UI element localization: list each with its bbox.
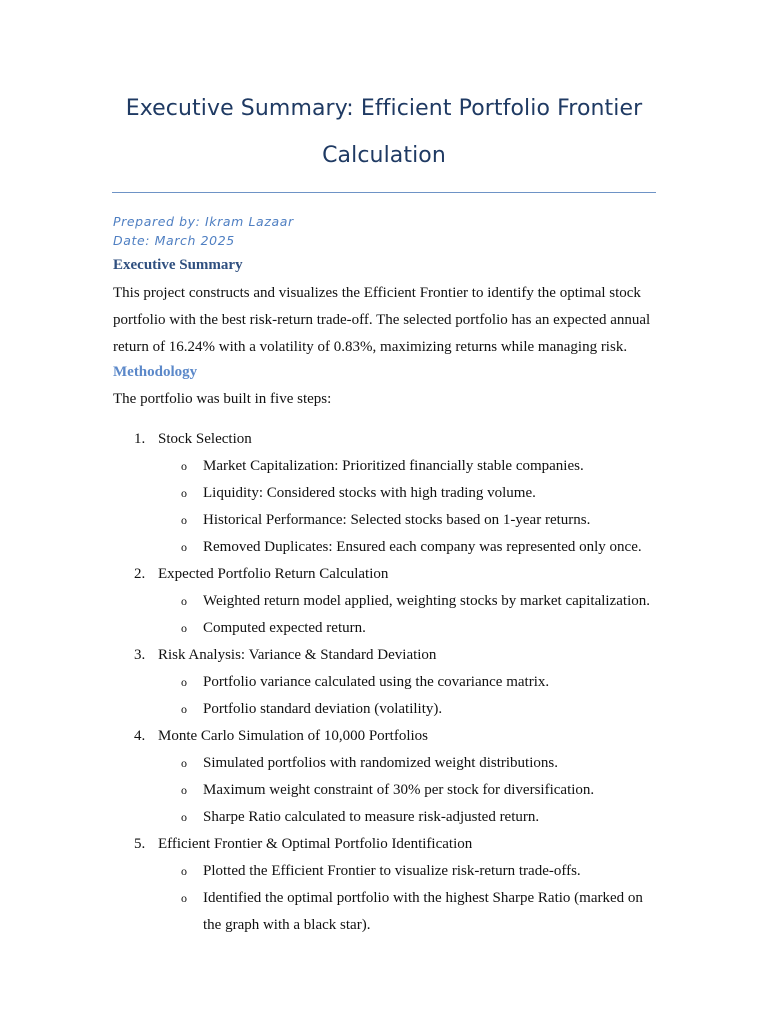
sub-bullet-text: Computed expected return. — [203, 620, 366, 636]
sub-bullet-item — [0, 507, 768, 534]
sub-bullet-text: Liquidity: Considered stocks with high trading volume. — [203, 485, 536, 501]
title-line-2: Calculation — [322, 143, 446, 168]
step-item — [0, 723, 768, 750]
step-label: Risk Analysis: Variance & Standard Deviation — [158, 647, 437, 663]
circle-bullet-icon: o — [181, 594, 187, 608]
sub-bullet-text: Portfolio standard deviation (volatility). — [203, 701, 443, 717]
document-meta — [113, 212, 294, 250]
sub-bullet-item — [0, 804, 768, 831]
step-label: Expected Portfolio Return Calculation — [158, 566, 389, 582]
sub-bullet-text: Weighted return model applied, weighting stocks by market capitalization. — [203, 593, 650, 609]
sub-bullet-text: Historical Performance: Selected stocks based on 1-year returns. — [203, 512, 591, 528]
step-number: 1. — [134, 431, 146, 447]
sub-bullet-item — [0, 669, 768, 696]
circle-bullet-icon: o — [181, 702, 187, 716]
circle-bullet-icon: o — [181, 864, 187, 878]
methodology-heading: Methodology — [113, 364, 198, 380]
circle-bullet-icon: o — [181, 756, 187, 770]
step-number: 3. — [134, 647, 146, 663]
step-label: Monte Carlo Simulation of 10,000 Portfolios — [158, 728, 428, 744]
sub-bullet-text: Sharpe Ratio calculated to measure risk-adjusted return. — [203, 809, 540, 825]
sub-bullet-item — [0, 615, 768, 642]
circle-bullet-icon: o — [181, 891, 187, 905]
step-number: 4. — [134, 728, 146, 744]
document-date: Date: March 2025 — [113, 233, 235, 248]
step-label: Stock Selection — [158, 431, 252, 447]
sub-bullet-item — [0, 588, 768, 615]
sub-bullet-text: Portfolio variance calculated using the covariance matrix. — [203, 674, 550, 690]
step-number: 2. — [134, 566, 146, 582]
circle-bullet-icon: o — [181, 486, 187, 500]
sub-bullet-item — [0, 453, 768, 480]
summary-heading: Executive Summary — [113, 257, 243, 273]
methodology-steps-list — [0, 426, 768, 939]
sub-bullet-item — [0, 480, 768, 507]
sub-bullet-text: Simulated portfolios with randomized weight distributions. — [203, 755, 558, 771]
sub-bullet-item — [0, 534, 768, 561]
sub-bullet-item — [0, 777, 768, 804]
step-item — [0, 561, 768, 588]
summary-paragraph: This project constructs and visualizes the Efficient Frontier to identify the optimal stock portfolio with the best risk-return trade-off. The selected portfolio has an expected annual return of 16.24% with a volatility of 0.83%, maximizing returns while managing risk. — [113, 285, 651, 355]
title-divider — [112, 192, 656, 193]
document-title — [112, 85, 656, 179]
sub-bullet-item — [0, 858, 768, 885]
sub-bullet-item — [0, 885, 768, 939]
sub-bullet-text: Identified the optimal portfolio with the highest Sharpe Ratio (marked on the graph with a black star). — [203, 890, 643, 933]
step-item — [0, 831, 768, 858]
title-line-1: Executive Summary: Efficient Portfolio Frontier — [125, 96, 643, 121]
step-number: 5. — [134, 836, 146, 852]
circle-bullet-icon: o — [181, 810, 187, 824]
step-item — [0, 642, 768, 669]
step-item — [0, 426, 768, 453]
circle-bullet-icon: o — [181, 675, 187, 689]
circle-bullet-icon: o — [181, 513, 187, 527]
circle-bullet-icon: o — [181, 459, 187, 473]
sub-bullet-item — [0, 750, 768, 777]
step-label: Efficient Frontier & Optimal Portfolio Identification — [158, 836, 473, 852]
circle-bullet-icon: o — [181, 621, 187, 635]
circle-bullet-icon: o — [181, 540, 187, 554]
sub-bullet-text: Maximum weight constraint of 30% per stock for diversification. — [203, 782, 595, 798]
sub-bullet-item — [0, 696, 768, 723]
sub-bullet-text: Plotted the Efficient Frontier to visualize risk-return trade-offs. — [203, 863, 581, 879]
circle-bullet-icon: o — [181, 783, 187, 797]
prepared-by: Prepared by: Ikram Lazaar — [113, 214, 294, 229]
sub-bullet-text: Market Capitalization: Prioritized financially stable companies. — [203, 458, 584, 474]
methodology-intro: The portfolio was built in five steps: — [113, 391, 332, 407]
sub-bullet-text: Removed Duplicates: Ensured each company was represented only once. — [203, 539, 642, 555]
